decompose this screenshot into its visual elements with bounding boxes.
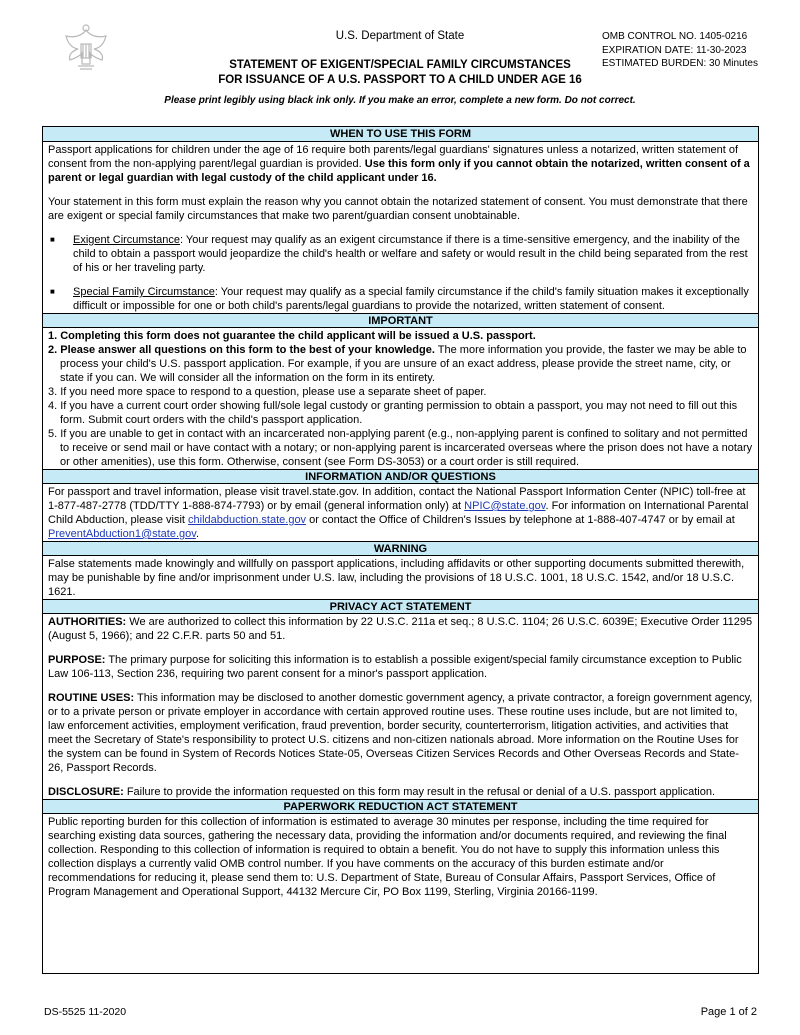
warning-text: False statements made knowingly and willfully on passport applications, including affidavits or other supporting documents submitted therewith, may be punishable by fine and/or imprisonment under U.S. law, including the provisions of 18 U.S.C. 1001, 18 U.S.C. 1542, and/or 18 U.S.C. 1621. [48,558,745,598]
important-item-1-text: 1. Completing this form does not guarantee the child applicant will be issued a U.S. passport. [48,330,536,342]
important-item-2-bold: 2. Please answer all questions on this form to the best of your knowledge. [48,344,435,356]
form-title-line-2: FOR ISSUANCE OF A U.S. PASSPORT TO A CHILD UNDER AGE 16 [218,74,582,86]
when-to-use-p1-text: Passport applications for children under the age of 16 require both parents/legal guardians' signatures unless a notarized, written statement of consent from the non-applying parent/legal guardian is provided. [48,144,739,170]
exigent-text: : Your request may qualify as an exigent circumstance if there is a time-sensitive emergency, and the inability of the child to obtain a passport would jeopardize the child's health or welfare and safety or would result in the child being separated from the rest of his or her traveling party. [73,234,748,274]
authorities-label: AUTHORITIES: [48,616,127,628]
special-family-text: : Your request may qualify as a special family circumstance if the child's family situation makes it exceptionally difficult or impossible for one or both child's parents/legal guardians to provide the notarized, written statement of consent. [73,286,749,312]
paperwork-reduction-heading: PAPERWORK REDUCTION ACT STATEMENT [43,799,758,814]
disclosure-paragraph [48,785,754,799]
purpose-label: PURPOSE: [48,654,106,666]
information-text-3: or contact the Office of Children's Issues by telephone at 1-888-407-4747 or by email at [306,514,735,526]
estimated-burden: ESTIMATED BURDEN: 30 Minutes [602,58,758,69]
important-item-3: 3. If you need more space to respond to a question, please use a separate sheet of paper. [48,386,487,398]
npic-email-link[interactable]: NPIC@state.gov [464,500,546,512]
privacy-act-heading: PRIVACY ACT STATEMENT [43,599,758,614]
when-to-use-p1-bold: Use this form only if you cannot obtain the notarized, written consent of a parent or legal guardian with legal custody of the child applicant under 16. [48,158,750,184]
important-item-2 [48,343,754,385]
warning-heading: WARNING [43,541,758,556]
form-title-line-1: STATEMENT OF EXIGENT/SPECIAL FAMILY CIRCUMSTANCES [229,59,571,71]
form-instruction: Please print legibly using black ink only. If you make an error, complete a new form. Do not correct. [164,95,636,106]
exigent-term: Exigent Circumstance [73,234,180,246]
information-text-1: For passport and travel information, please visit travel.state.gov. In addition, contact the National Passport Information Center (NPIC) toll-free at 1-877-487-2778 (TDD/TTY 1-888-874-7793) or by email (general information only) at [48,486,746,512]
information-text-2: . For information on International Parental Child Abduction, please visit [48,500,749,526]
form-body [42,126,759,974]
form-id: DS-5525 11-2020 [44,1006,127,1018]
when-to-use-section [43,142,758,313]
prevent-abduction-email-link[interactable]: PreventAbduction1@state.gov [48,528,196,540]
when-to-use-paragraph-2: Your statement in this form must explain the reason why you cannot obtain the notarized statement of consent. You must demonstrate that there are exigent or special family circumstances that make two parent/guardian consent unobtainable. [48,196,748,222]
authorities-text: We are authorized to collect this information by 22 U.S.C. 211a et seq.; 8 U.S.C. 1104; 26 U.S.C. 6039E; Executive Order 11295 (August 5, 1966); and 22 C.F.R. parts 50 and 51. [48,616,753,642]
important-item-1 [48,329,754,343]
purpose-text: The primary purpose for soliciting this information is to establish a possible exigent/special family circumstance exception to Public Law 106-113, Section 236, requiring two parent consent for a minor's passport application. [48,654,742,680]
routine-uses-text: This information may be disclosed to another domestic government agency, a private contractor, a foreign government agency, or to a private person or private employer in accordance with certain approved routine uses. These routine uses include, but are not limited to, law enforcement activities, employment verification, fraud prevention, border security, counterterrorism, litigation activities, and activities that meet the Secretary of State's responsibility to protect U.S. citizens and non-citizen nationals abroad. More information on the Routine Uses for the system can be found in System of Records Notices State-05, Overseas Citizen Services Records and Other Overseas Records and State-26, Passport Records. [48,692,753,774]
paperwork-reduction-section [43,814,758,899]
important-item-2-text: The more information you provide, the faster we may be able to process your child's U.S. passport application. For example, if you are unsure of an exact address, please provide the street name, city, or state if you can. We will consider all the information on the form in its entirety. [60,344,747,384]
routine-uses-label: ROUTINE USES: [48,692,135,704]
omb-control-number: OMB CONTROL NO. 1405-0216 [602,31,748,42]
form-title [0,58,800,88]
disclosure-label: DISCLOSURE: [48,786,124,798]
page-number: Page 1 of 2 [700,1006,757,1018]
important-heading: IMPORTANT [43,313,758,328]
important-section [43,328,758,469]
information-paragraph [48,485,754,541]
exigent-bullet [48,233,754,275]
authorities-paragraph [48,615,754,643]
agency-name: U.S. Department of State [335,30,465,42]
purpose-paragraph [48,653,754,681]
important-item-5: 5. If you are unable to get in contact with an incarcerated non-applying parent (e.g., non-applying parent is confined to solitary and not permitted to receive or send mail or have contact with a notary; or non-applying parent is incarcerated overseas where the prison does not have a notary or other amenities), use this form. Otherwise, consent (see Form DS-3053) or a court order is still required. [48,428,753,468]
privacy-act-section [43,614,758,799]
special-family-bullet [48,285,754,313]
childabduction-site-link[interactable]: childabduction.state.gov [188,514,307,526]
information-section [43,484,758,541]
information-text-4: . [195,528,200,540]
routine-uses-paragraph [48,691,754,775]
bullet-square-icon: ■ [50,287,55,296]
special-family-term: Special Family Circumstance [73,286,215,298]
bullet-square-icon: ■ [50,235,55,244]
warning-section [43,556,758,599]
disclosure-text: Failure to provide the information requested on this form may result in the refusal or denial of a U.S. passport application. [123,786,716,798]
when-to-use-paragraph-1 [48,143,754,185]
information-heading: INFORMATION AND/OR QUESTIONS [43,469,758,484]
when-to-use-heading: WHEN TO USE THIS FORM [43,127,758,142]
important-item-4: 4. If you have a current court order showing full/sole legal custody or granting permission to obtain a passport, you may not need to fill out this form. Submit court orders with the child's passport application. [48,400,738,426]
expiration-date: EXPIRATION DATE: 11-30-2023 [602,44,747,56]
paperwork-reduction-text: Public reporting burden for this collection of information is estimated to average 30 minutes per response, including the time required for searching existing data sources, gathering the necessary data, providing the information and/or documents required, and reviewing the final collection. Responding to this collection of information is required to obtain a benefit. You do not have to supply this information unless this collection displays a currently valid OMB control number. If you have comments on the accuracy of this burden estimate and/or recommendations for reducing it, please send them to: U.S. Department of State, Bureau of Consular Affairs, Passport Services, Office of Program Management and Operational Support, 44132 Mercure Cir, PO Box 1199, Sterling, Virginia 20166-1199. [48,816,727,898]
